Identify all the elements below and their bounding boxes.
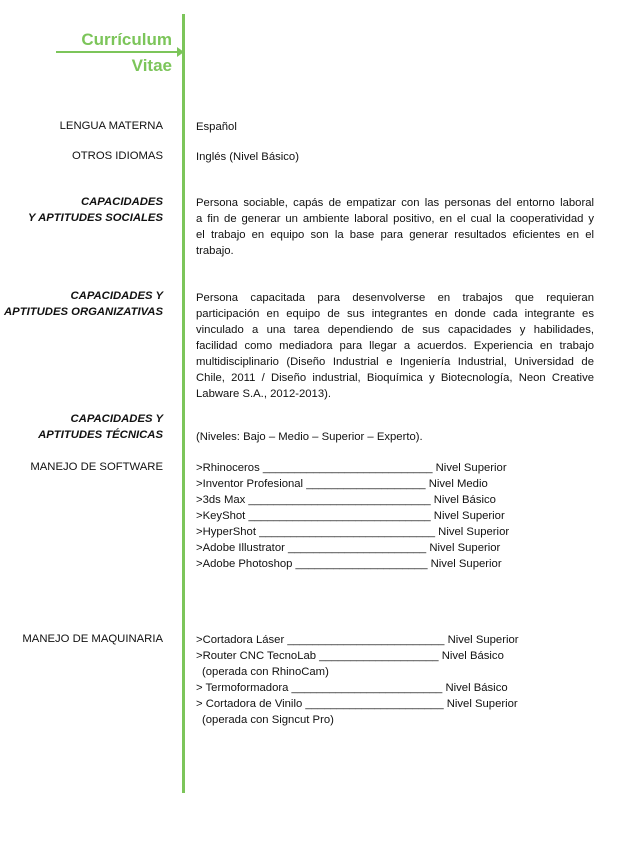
maquinaria-item: > Cortadora de Vinilo ______________________ Nivel Superior	[196, 698, 518, 710]
label-organizativas-line1: CAPACIDADES Y	[70, 290, 163, 302]
label-otros-idiomas: OTROS IDIOMAS	[71, 150, 163, 162]
label-organizativas-line2: APTITUDES ORGANIZATIVAS	[4, 306, 163, 318]
software-item: >Rhinoceros ___________________________ Nivel Superior	[196, 462, 507, 474]
text-line: Persona capacitada para desenvolverse en trabajos que requieran	[196, 292, 594, 304]
text-line: Chile, 2011 / Diseño industrial, Bioquímica y Biotecnología, Neon Creative	[196, 372, 594, 384]
value-lengua-materna: Español	[196, 121, 237, 133]
cv-title-line1: Currículum	[81, 30, 172, 49]
vertical-divider-line	[182, 14, 185, 793]
text-line: trabajo.	[196, 245, 234, 257]
label-maquinaria: MANEJO DE MAQUINARIA	[22, 633, 163, 645]
software-item: >Adobe Photoshop _____________________ Nivel Superior	[196, 558, 502, 570]
value-otros-idiomas: Inglés (Nivel Básico)	[196, 151, 299, 163]
maquinaria-item: >Cortadora Láser _________________________ Nivel Superior	[196, 634, 519, 646]
text-line: el trabajo en equipo son la base para generar resultados eficientes en el	[196, 229, 594, 241]
sociales-description	[196, 195, 594, 259]
tecnicas-levels: (Niveles: Bajo – Medio – Superior – Experto).	[196, 431, 423, 443]
title-arrow-icon	[177, 47, 184, 57]
label-tecnicas-line2: APTITUDES TÉCNICAS	[38, 429, 163, 441]
text-line: a fin de generar un ambiente laboral positivo, en el cual la cooperatividad y	[196, 213, 594, 225]
label-lengua-materna: LENGUA MATERNA	[59, 120, 163, 132]
software-item: >3ds Max _____________________________ Nivel Básico	[196, 494, 496, 506]
text-line: facilidad como mediadora para llegar a acuerdos. Experiencia en trabajo	[196, 340, 594, 352]
organizativas-description	[196, 290, 594, 402]
label-software: MANEJO DE SOFTWARE	[30, 461, 163, 473]
text-line: Labware S.A., 2012-2013).	[196, 388, 332, 400]
software-item: >HyperShot ____________________________ Nivel Superior	[196, 526, 510, 538]
software-list	[196, 460, 526, 572]
maquinaria-note: (operada con RhinoCam)	[202, 666, 329, 678]
text-line: participación en equipo de sus integrantes en donde cada integrante es	[196, 308, 594, 320]
text-line: vinculado a una tarea dependiendo de sus capacidades y habilidades,	[196, 324, 594, 336]
maquinaria-item: >Router CNC TecnoLab ___________________ Nivel Básico	[196, 650, 504, 662]
maquinaria-note: (operada con Signcut Pro)	[202, 714, 334, 726]
cv-title-line2: Vitae	[131, 56, 172, 75]
label-sociales-line2: Y APTITUDES SOCIALES	[28, 212, 163, 224]
software-item: >Adobe Illustrator ______________________ Nivel Superior	[196, 542, 501, 554]
software-item: >Inventor Profesional ___________________ Nivel Medio	[196, 478, 488, 490]
software-item: >KeyShot _____________________________ Nivel Superior	[196, 510, 505, 522]
text-line: Persona sociable, capás de empatizar con las personas del entorno laboral	[196, 197, 594, 209]
title-underline	[56, 51, 182, 53]
label-tecnicas-line1: CAPACIDADES Y	[70, 413, 163, 425]
maquinaria-item: > Termoformadora ________________________ Nivel Básico	[196, 682, 508, 694]
text-line: multidisciplinario (Diseño Industrial e Ingeniería Industrial, Universidad de	[196, 356, 594, 368]
maquinaria-list	[196, 632, 546, 728]
label-sociales-line1: CAPACIDADES	[80, 196, 163, 208]
